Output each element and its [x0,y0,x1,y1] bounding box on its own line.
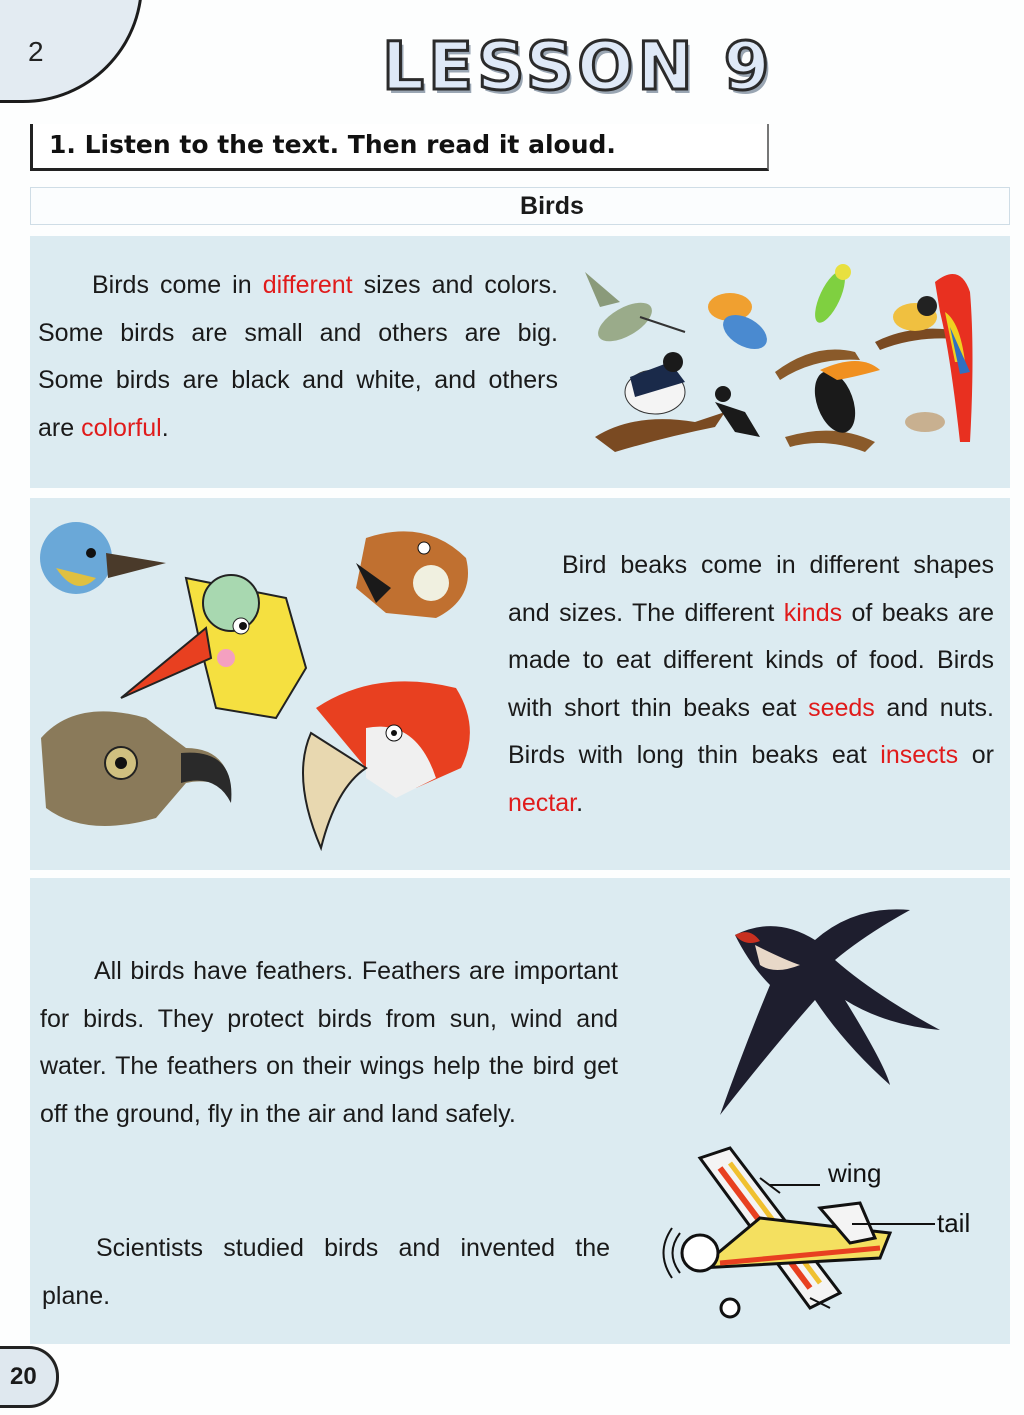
wing-label: wing [828,1158,882,1188]
highlight-word: seeds [808,693,875,722]
text-title: Birds [520,192,584,220]
text-run: Bird beaks come in different shapes and sizes. The different [508,551,994,627]
text-run: Scientists studied birds and invented the plane. [42,1234,610,1310]
biplane-illustration [660,1148,940,1344]
paragraph-plane [42,1225,610,1320]
unit-tab [0,0,143,103]
text-run: . [161,413,169,442]
highlight-word: nectar [508,788,577,817]
exercise-heading-box [30,124,769,171]
page-number-tab [0,1346,59,1408]
page-number: 20 [10,1363,37,1390]
swallow-illustration [715,905,945,1120]
text-run: or [958,741,994,769]
paragraph-feathers [40,948,618,1138]
highlight-word: colorful [81,413,162,442]
paragraph-sizes-colors [38,262,558,452]
bird-beaks-illustration [36,518,486,858]
tail-label: tail [937,1208,971,1238]
exercise-heading: 1. Listen to the text. Then read it aloud. [49,130,616,159]
text-run: Birds come in [92,271,263,299]
text-run: of beaks are made to eat different kinds of food. Birds with short thin beaks eat [508,598,995,722]
text-run: and nuts. Birds with long thin beaks eat [508,693,994,769]
text-run: . [576,788,584,817]
text-run: All birds have feathers. Feathers are important for birds. They protect birds from sun, wind and water. The feathers on their wings help the bird get off the ground, fly in the air and land safely. [40,957,618,1128]
text-run: sizes and colors. Some birds are small and others are big. Some birds are black and white, and others are [38,271,559,442]
paragraph-beaks [508,542,994,827]
text-title-bar [30,187,1010,225]
lesson-title: LESSON 9 [382,28,774,105]
highlight-word: different [262,271,353,299]
highlight-word: insects [880,741,959,769]
highlight-word: kinds [783,598,843,627]
unit-number: 2 [28,36,44,67]
birds-group-illustration [575,262,995,467]
